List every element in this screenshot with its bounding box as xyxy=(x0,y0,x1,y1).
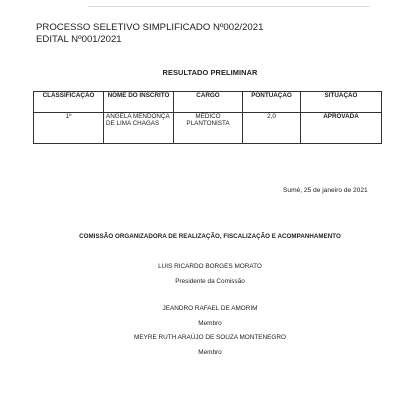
result-title: RESULTADO PRELIMINAR xyxy=(162,68,258,77)
signatory-role: Presidente da Comissão xyxy=(175,278,245,285)
header-classificacao: CLASSIFICAÇÃO xyxy=(34,92,104,113)
committee-title: COMISSÃO ORGANIZADORA DE REALIZAÇÃO, FISCALIZAÇÃO E ACOMPANHAMENTO xyxy=(79,233,341,240)
signatory-role: Membro xyxy=(198,320,222,327)
table-header-row xyxy=(34,92,382,113)
signatory-role: Membro xyxy=(198,349,222,356)
header-nome: NOME DO INSCRITO xyxy=(104,92,174,113)
cell-classificacao: 1º xyxy=(34,113,104,144)
signatory-name: MEYRE RUTH ARAÚJO DE SOUZA MONTENEGRO xyxy=(134,334,286,341)
header-situacao: SITUAÇÃO xyxy=(301,92,382,113)
signatory-name: LUIS RICARDO BORGES MORATO xyxy=(158,263,262,270)
process-title: PROCESSO SELETIVO SIMPLIFICADO Nº002/2021 xyxy=(36,22,264,33)
signatory-name: JEANDRO RAFAEL DE AMORIM xyxy=(162,305,258,312)
document-header xyxy=(36,22,263,45)
results-table xyxy=(33,91,382,144)
cell-nome: ANGELA MENDONÇA DE LIMA CHAGAS xyxy=(104,113,174,144)
top-divider xyxy=(88,6,370,7)
cell-cargo: MÉDICO PLANTONISTA xyxy=(174,113,243,144)
date-line: Sumé, 25 de janeiro de 2021 xyxy=(283,187,368,194)
header-pontuacao: PONTUAÇÃO xyxy=(243,92,301,113)
table-row xyxy=(34,113,382,144)
cell-pontuacao: 2,0 xyxy=(243,113,301,144)
edital-number: EDITAL Nº001/2021 xyxy=(36,33,122,45)
cell-situacao: APROVADA xyxy=(301,113,382,144)
header-cargo: CARGO xyxy=(174,92,243,113)
